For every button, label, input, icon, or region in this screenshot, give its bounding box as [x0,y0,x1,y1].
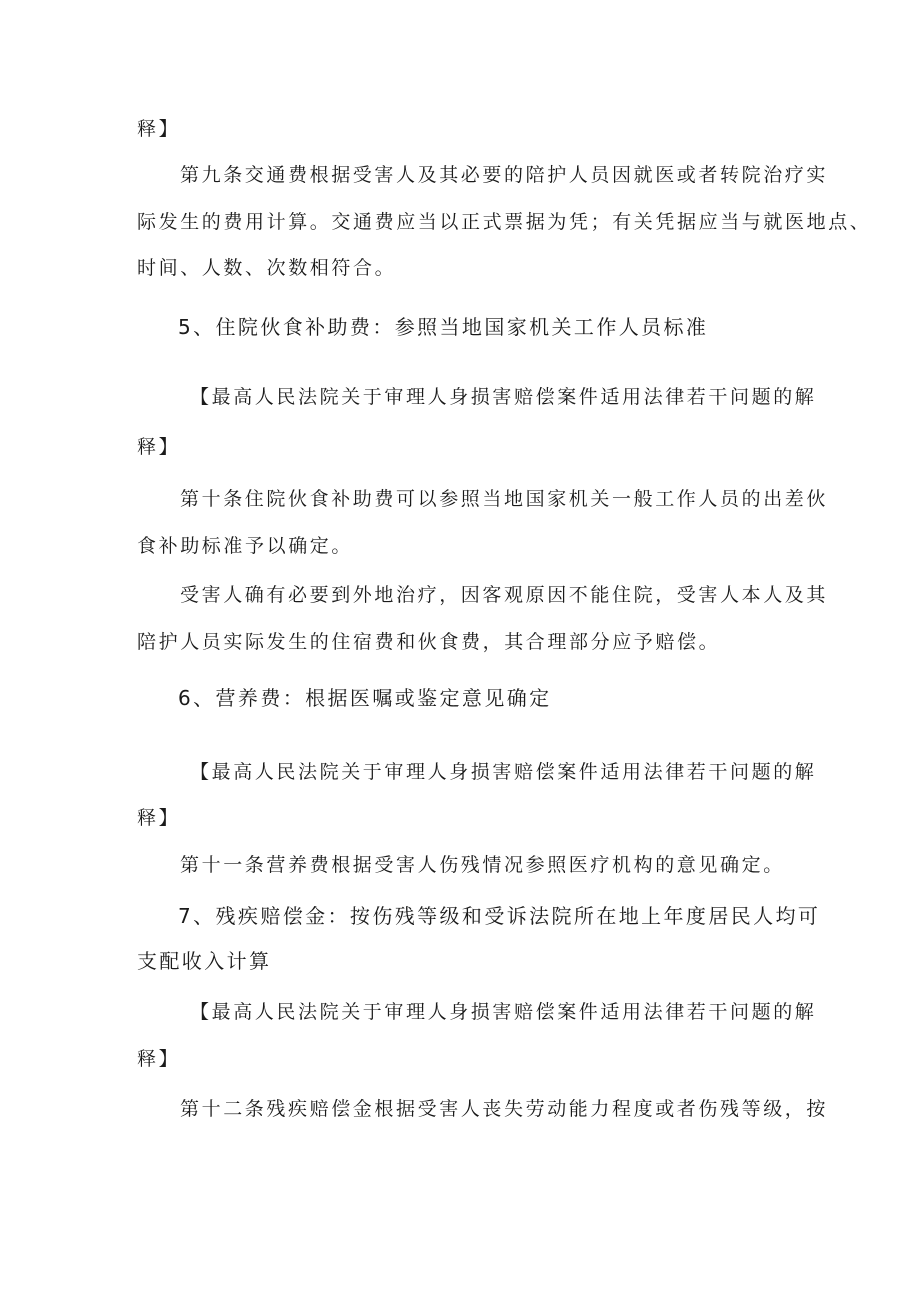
text-line: 第九条交通费根据受害人及其必要的陪护人员因就医或者转院治疗实 [180,164,829,186]
text-line: 陪护人员实际发生的住宿费和伙食费，其合理部分应予赔偿。 [137,631,721,653]
text-line: 食补助标准予以确定。 [137,535,354,557]
citation-line: 释】 [137,1048,181,1070]
citation-line: 释】 [137,436,181,458]
text-line: 受害人确有必要到外地治疗，因客观原因不能住院，受害人本人及其 [180,584,829,606]
citation-line: 【最高人民法院关于审理人身损害赔偿案件适用法律若干问题的解 [190,1001,817,1023]
section-heading: 5、住院伙食补助费：参照当地国家机关工作人员标准 [178,315,709,339]
text-line: 第十二条残疾赔偿金根据受害人丧失劳动能力程度或者伤残等级，按 [180,1098,829,1120]
text-line: 时间、人数、次数相符合。 [137,257,397,279]
citation-line: 释】 [137,807,181,829]
text-line: 第十条住院伙食补助费可以参照当地国家机关一般工作人员的出差伙 [180,488,829,510]
citation-line: 【最高人民法院关于审理人身损害赔偿案件适用法律若干问题的解 [190,386,817,408]
section-heading: 7、残疾赔偿金：按伤残等级和受诉法院所在地上年度居民人均可 [178,904,821,928]
text-line: 际发生的费用计算。交通费应当以正式票据为凭；有关凭据应当与就医地点、 [137,211,872,233]
citation-line: 【最高人民法院关于审理人身损害赔偿案件适用法律若干问题的解 [190,761,817,783]
text-line: 第十一条营养费根据受害人伤残情况参照医疗机构的意见确定。 [180,854,785,876]
section-heading: 6、营养费：根据医嘱或鉴定意见确定 [178,686,552,710]
section-heading: 支配收入计算 [137,949,272,973]
text-line: 释】 [137,118,181,140]
